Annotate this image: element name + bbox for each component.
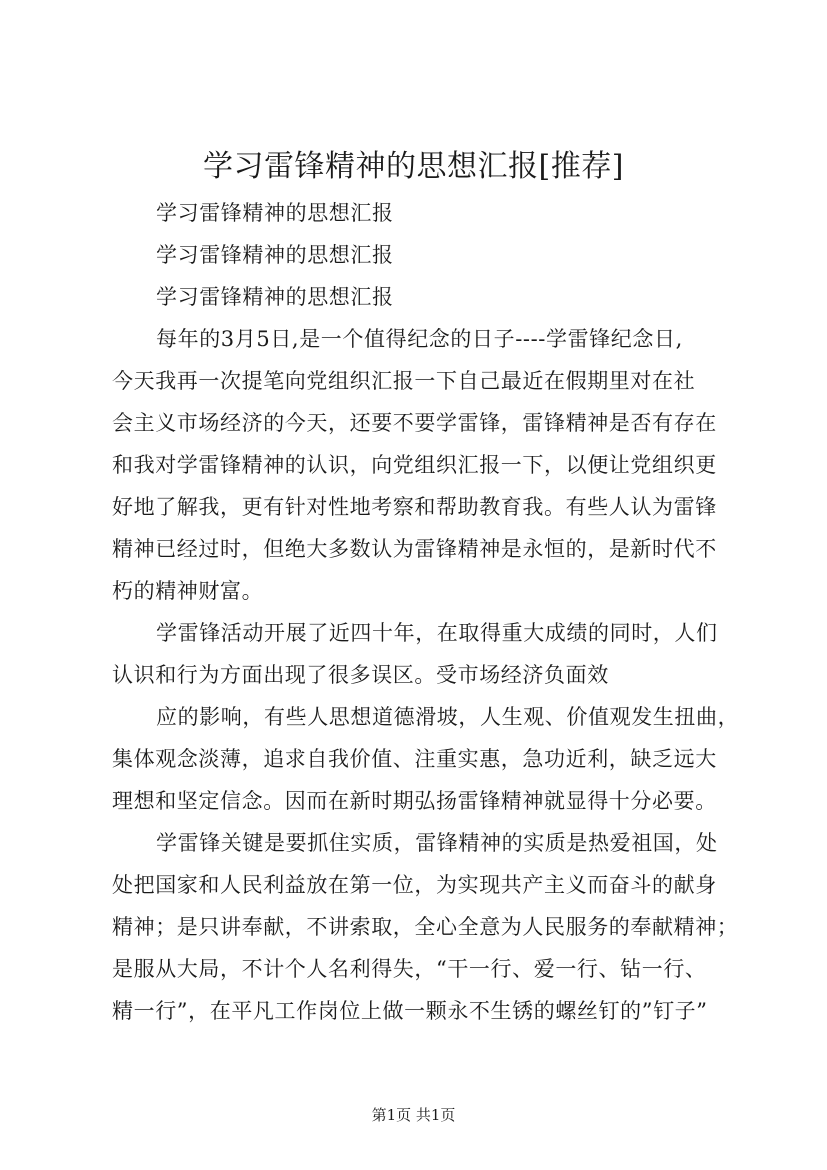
text-line: 认识和行为方面出现了很多误区。受市场经济负面效	[112, 663, 609, 687]
text-line: 学习雷锋精神的思想汇报	[156, 285, 394, 309]
text-line: 学习雷锋精神的思想汇报	[156, 243, 394, 267]
text-line: 学雷锋关键是要抓住实质，雷锋精神的实质是热爱祖国，处	[156, 831, 718, 855]
document-title: 学习雷锋精神的思想汇报[推荐]	[203, 149, 624, 184]
text-line: 会主义市场经济的今天，还要不要学雷锋，雷锋精神是否有存在	[112, 411, 717, 435]
text-line: 是服从大局，不计个人名利得失，“干一行、爱一行、钻一行、	[112, 957, 707, 981]
text-line: 每年的3月5日,是一个值得纪念的日子----学雷锋纪念日,	[156, 327, 683, 351]
text-line: 精一行”，在平凡工作岗位上做一颗永不生锈的螺丝钉的”钉子”	[112, 999, 708, 1023]
text-line: 朽的精神财富。	[112, 579, 264, 603]
text-line: 学雷锋活动开展了近四十年，在取得重大成绩的同时，人们	[156, 621, 718, 645]
text-line: 精神已经过时，但绝大多数认为雷锋精神是永恒的，是新时代不	[112, 537, 717, 561]
text-line: 处把国家和人民利益放在第一位，为实现共产主义而奋斗的献身	[112, 873, 717, 897]
text-line: 集体观念淡薄，追求自我价值、注重实惠，急功近利，缺乏远大	[112, 747, 717, 771]
text-line: 和我对学雷锋精神的认识，向党组织汇报一下，以便让党组织更	[112, 453, 717, 477]
text-line: 好地了解我，更有针对性地考察和帮助教育我。有些人认为雷锋	[112, 495, 717, 519]
text-line: 理想和坚定信念。因而在新时期弘扬雷锋精神就显得十分必要。	[112, 789, 717, 813]
page-footer: 第1页 共1页	[371, 1106, 456, 1124]
text-line: 学习雷锋精神的思想汇报	[156, 201, 394, 225]
text-line: 精神；是只讲奉献，不讲索取，全心全意为人民服务的奉献精神；	[112, 915, 739, 939]
text-line: 应的影响，有些人思想道德滑坡，人生观、价值观发生扭曲，	[156, 705, 740, 729]
text-line: 今天我再一次提笔向党组织汇报一下自己最近在假期里对在社	[112, 369, 696, 393]
